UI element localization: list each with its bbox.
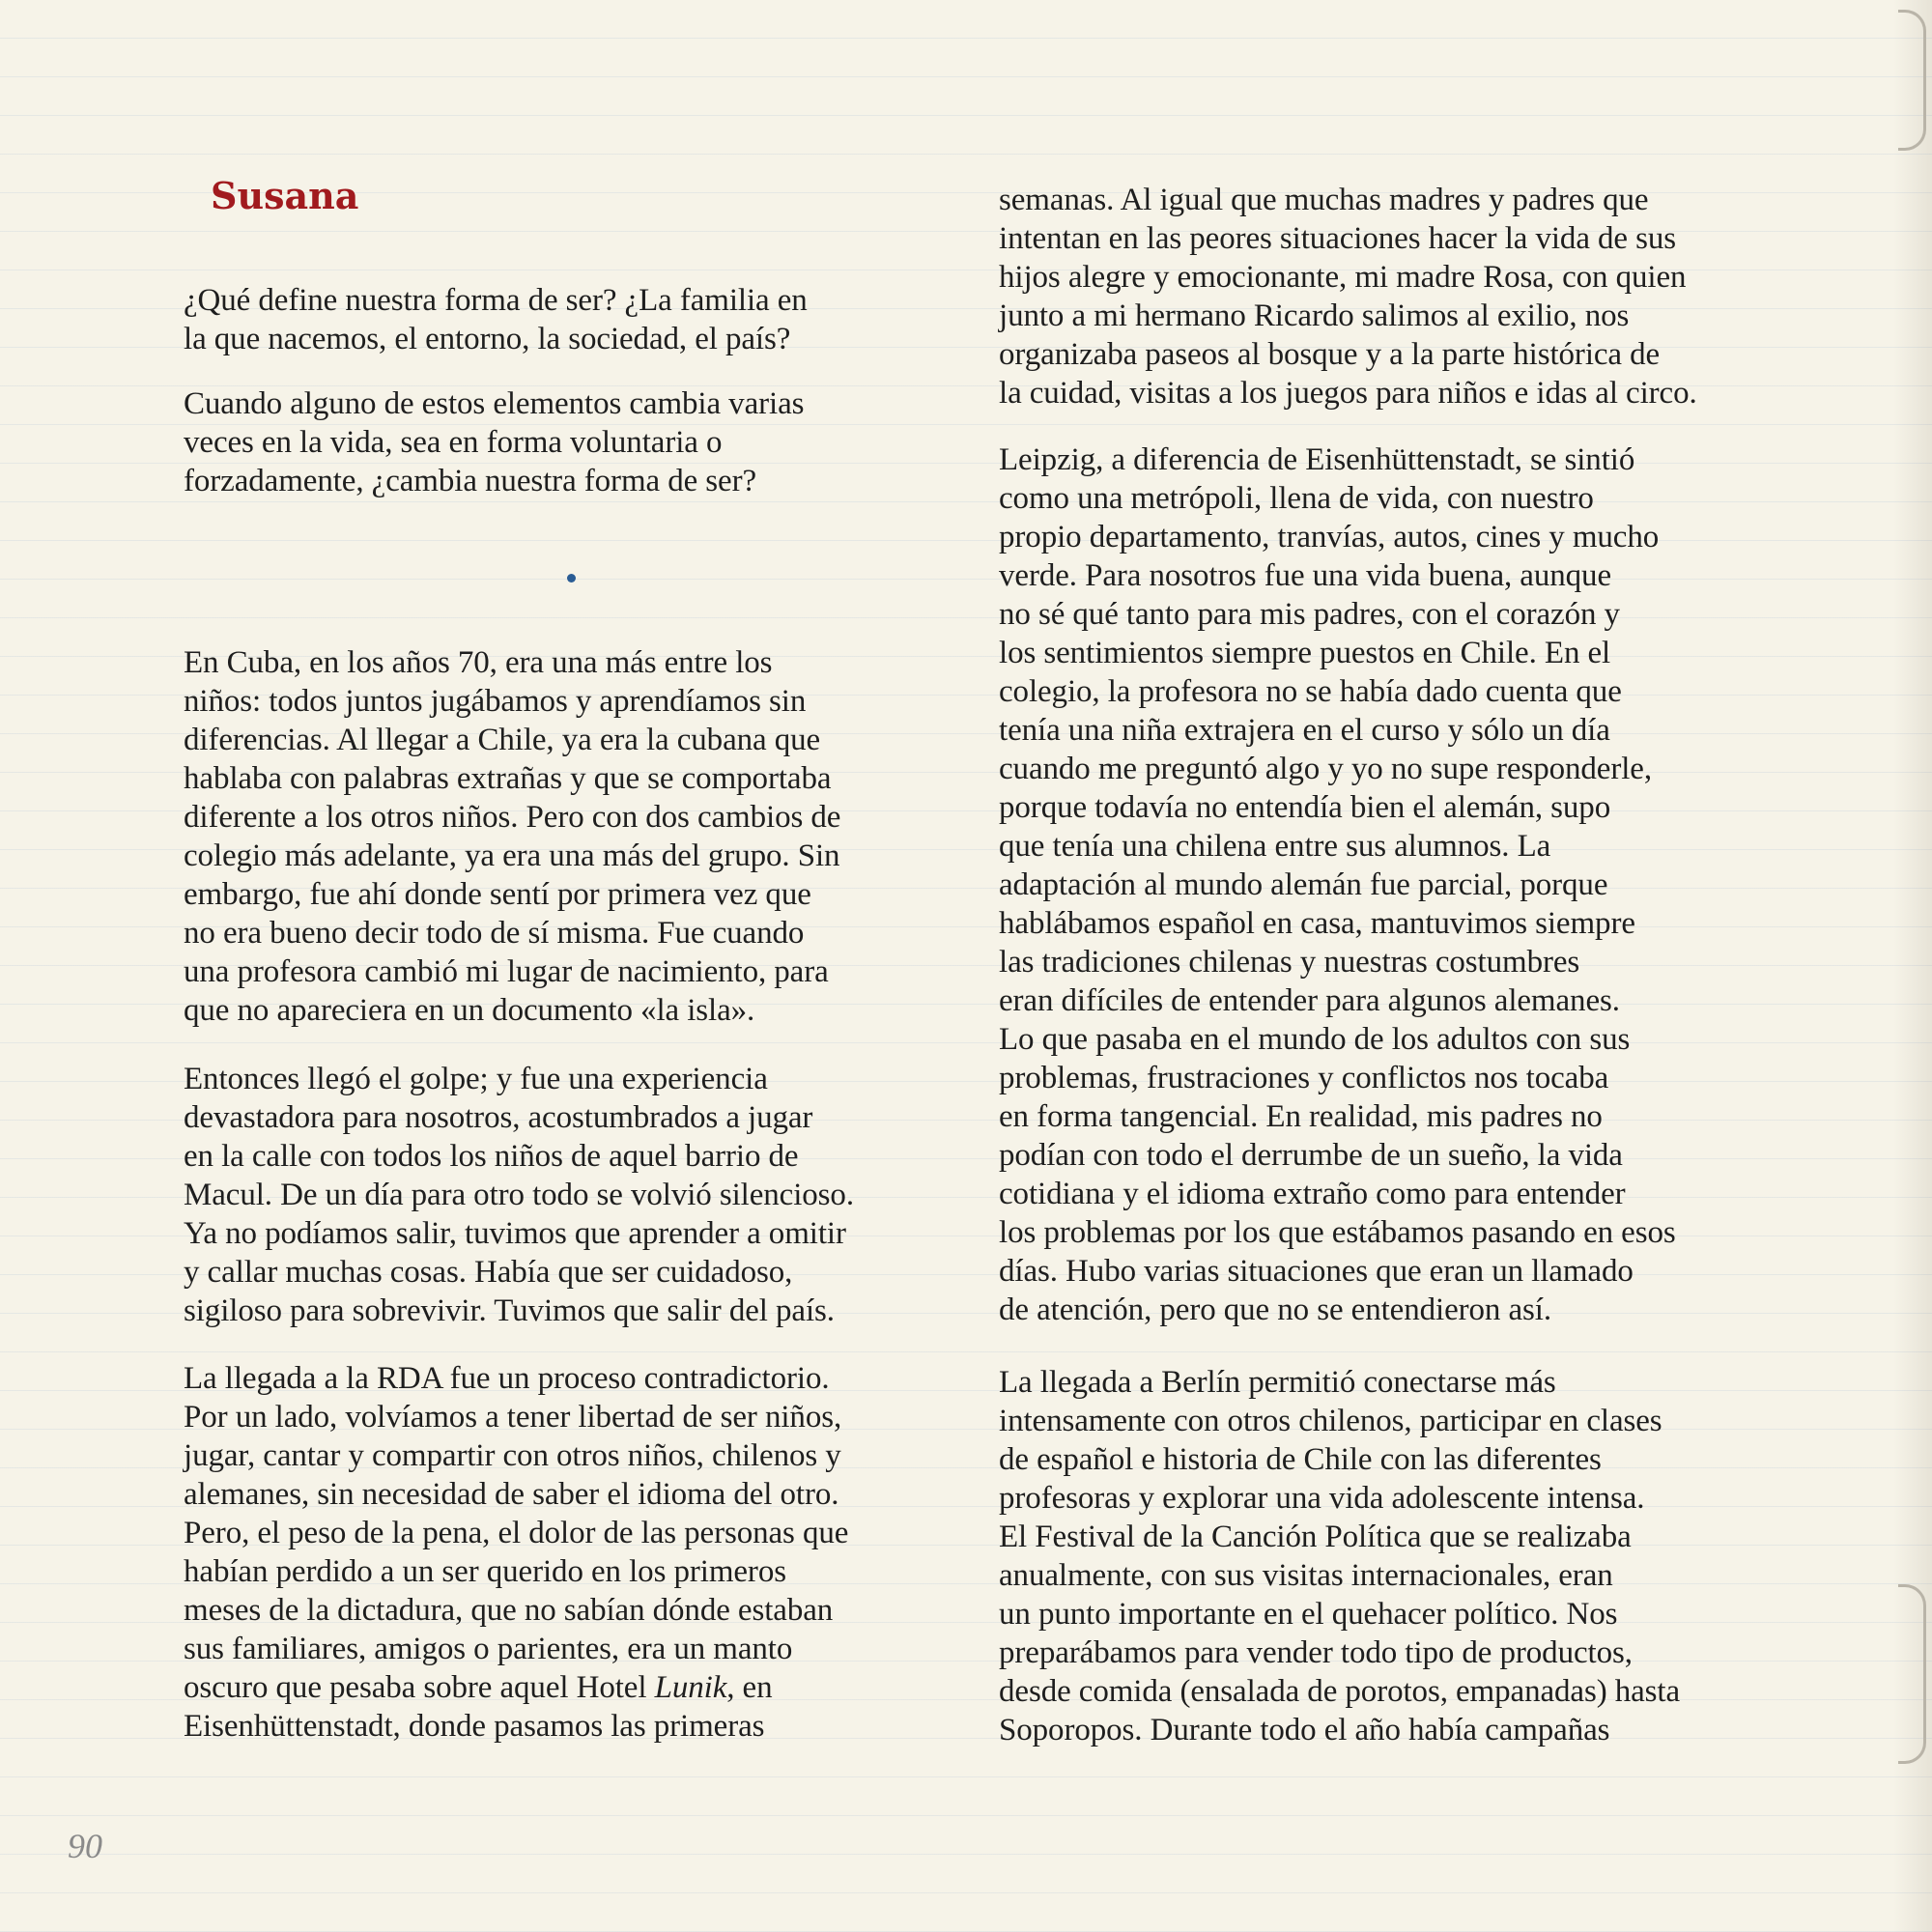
text-line: propio departamento, tranvías, autos, cines y mucho — [999, 520, 1660, 554]
chapter-heading: Susana — [211, 174, 359, 217]
text-line: jugar, cantar y compartir con otros niños, chilenos y — [184, 1438, 841, 1473]
text-line: habían perdido a un ser querido en los primeros — [184, 1554, 786, 1589]
text-line: meses de la dictadura, que no sabían dónde estaban — [184, 1593, 834, 1628]
text-line: La llegada a la RDA fue un proceso contradictorio. — [184, 1361, 830, 1396]
text-line: devastadora para nosotros, acostumbrados a jugar — [184, 1100, 813, 1135]
text-line: Cuando alguno de estos elementos cambia varias — [184, 386, 805, 421]
text-line: diferente a los otros niños. Pero con dos cambios de — [184, 800, 841, 835]
text-line: podían con todo el derrumbe de un sueño, la vida — [999, 1138, 1623, 1173]
text-line: cuando me preguntó algo y yo no supe responderle, — [999, 752, 1652, 786]
text-line: oscuro que pesaba sobre aquel Hotel Lunik, en — [184, 1670, 773, 1705]
text-line: un punto importante en el quehacer político. Nos — [999, 1597, 1618, 1632]
text-line: Ya no podíamos salir, tuvimos que aprender a omitir — [184, 1216, 846, 1251]
text-line: profesoras y explorar una vida adolescente intensa. — [999, 1481, 1645, 1516]
text-line: eran difíciles de entender para algunos alemanes. — [999, 983, 1620, 1018]
text-line: la que nacemos, el entorno, la sociedad, el país? — [184, 322, 791, 356]
text-line: colegio, la profesora no se había dado cuenta que — [999, 674, 1622, 709]
paragraph-berlin — [999, 1363, 1680, 1749]
binding-ring-top — [1898, 10, 1926, 151]
intro-paragraph-2 — [184, 384, 804, 500]
text-line: que tenía una chilena entre sus alumnos. La — [999, 829, 1551, 864]
text-line: porque todavía no entendía bien el alemán, supo — [999, 790, 1611, 825]
text-line: los problemas por los que estábamos pasando en esos — [999, 1215, 1676, 1250]
text-line: colegio más adelante, ya era una más del grupo. Sin — [184, 838, 840, 873]
text-line: ¿Qué define nuestra forma de ser? ¿La familia en — [184, 283, 808, 318]
text-line: intentan en las peores situaciones hacer la vida de sus — [999, 221, 1677, 256]
text-line: diferencias. Al llegar a Chile, ya era la cubana que — [184, 723, 821, 757]
text-line: Por un lado, volvíamos a tener libertad de ser niños, — [184, 1400, 842, 1435]
text-line: Pero, el peso de la pena, el dolor de las personas que — [184, 1516, 849, 1550]
text-line: sus familiares, amigos o parientes, era un manto — [184, 1632, 793, 1666]
text-line: como una metrópoli, llena de vida, con nuestro — [999, 481, 1594, 516]
text-line: los sentimientos siempre puestos en Chile. En el — [999, 636, 1611, 670]
paragraph-rda — [184, 1359, 848, 1746]
paragraph-cuba — [184, 643, 840, 1030]
text-line: intensamente con otros chilenos, participar en clases — [999, 1404, 1662, 1438]
text-line: Soporopos. Durante todo el año había campañas — [999, 1713, 1610, 1747]
paragraph-semanas — [999, 181, 1697, 412]
text-line: sigiloso para sobrevivir. Tuvimos que salir del país. — [184, 1293, 835, 1328]
text-line: Entonces llegó el golpe; y fue una experiencia — [184, 1062, 768, 1096]
text-line: problemas, frustraciones y conflictos nos tocaba — [999, 1061, 1609, 1095]
text-line: anualmente, con sus visitas internacionales, eran — [999, 1558, 1613, 1593]
text-line: Eisenhüttenstadt, donde pasamos las primeras — [184, 1709, 765, 1744]
section-divider-dot — [567, 574, 576, 582]
paragraph-leipzig — [999, 440, 1676, 1329]
text-line: adaptación al mundo alemán fue parcial, porque — [999, 867, 1608, 902]
text-line: Macul. De un día para otro todo se volvió silencioso. — [184, 1178, 854, 1212]
text-line: preparábamos para vender todo tipo de productos, — [999, 1635, 1633, 1670]
text-line: de atención, pero que no se entendieron así. — [999, 1293, 1551, 1327]
text-line: de español e historia de Chile con las diferentes — [999, 1442, 1602, 1477]
text-line: Lo que pasaba en el mundo de los adultos con sus — [999, 1022, 1631, 1057]
text-line: semanas. Al igual que muchas madres y padres que — [999, 183, 1649, 217]
text-line: hablaba con palabras extrañas y que se comportaba — [184, 761, 832, 796]
text-line: en forma tangencial. En realidad, mis padres no — [999, 1099, 1603, 1134]
text-line: En Cuba, en los años 70, era una más entre los — [184, 645, 773, 680]
text-line: no era bueno decir todo de sí misma. Fue cuando — [184, 916, 805, 951]
text-line: en la calle con todos los niños de aquel barrio de — [184, 1139, 799, 1174]
text-line: que no apareciera en un documento «la isla». — [184, 993, 755, 1028]
text-line: forzadamente, ¿cambia nuestra forma de ser? — [184, 464, 757, 498]
text-line: embargo, fue ahí donde sentí por primera vez que — [184, 877, 811, 912]
text-line: junto a mi hermano Ricardo salimos al exilio, nos — [999, 298, 1630, 333]
text-line: una profesora cambió mi lugar de nacimiento, para — [184, 954, 829, 989]
text-line: verde. Para nosotros fue una vida buena, aunque — [999, 558, 1611, 593]
text-line: hijos alegre y emocionante, mi madre Rosa, con quien — [999, 260, 1687, 295]
text-line: alemanes, sin necesidad de saber el idioma del otro. — [184, 1477, 839, 1512]
paragraph-golpe — [184, 1060, 854, 1330]
text-line: Leipzig, a diferencia de Eisenhüttenstadt, se sintió — [999, 442, 1635, 477]
text-line: tenía una niña extrajera en el curso y sólo un día — [999, 713, 1610, 748]
text-line: desde comida (ensalada de porotos, empanadas) hasta — [999, 1674, 1681, 1709]
text-line: las tradiciones chilenas y nuestras costumbres — [999, 945, 1580, 980]
text-line: cotidiana y el idioma extraño como para entender — [999, 1177, 1626, 1211]
text-line: veces en la vida, sea en forma voluntaria o — [184, 425, 723, 460]
page-number: 90 — [68, 1827, 102, 1865]
text-line: El Festival de la Canción Política que se realizaba — [999, 1520, 1632, 1554]
binding-ring-bottom — [1898, 1584, 1926, 1764]
text-line: hablábamos español en casa, mantuvimos siempre — [999, 906, 1635, 941]
text-line: días. Hubo varias situaciones que eran un llamado — [999, 1254, 1634, 1289]
text-line: niños: todos juntos jugábamos y aprendíamos sin — [184, 684, 807, 719]
intro-paragraph-1 — [184, 281, 808, 358]
text-line: y callar muchas cosas. Había que ser cuidadoso, — [184, 1255, 793, 1290]
text-line: La llegada a Berlín permitió conectarse más — [999, 1365, 1556, 1400]
text-line: organizaba paseos al bosque y a la parte histórica de — [999, 337, 1661, 372]
text-line: no sé qué tanto para mis padres, con el corazón y — [999, 597, 1620, 632]
text-line: la cuidad, visitas a los juegos para niños e idas al circo. — [999, 376, 1697, 411]
